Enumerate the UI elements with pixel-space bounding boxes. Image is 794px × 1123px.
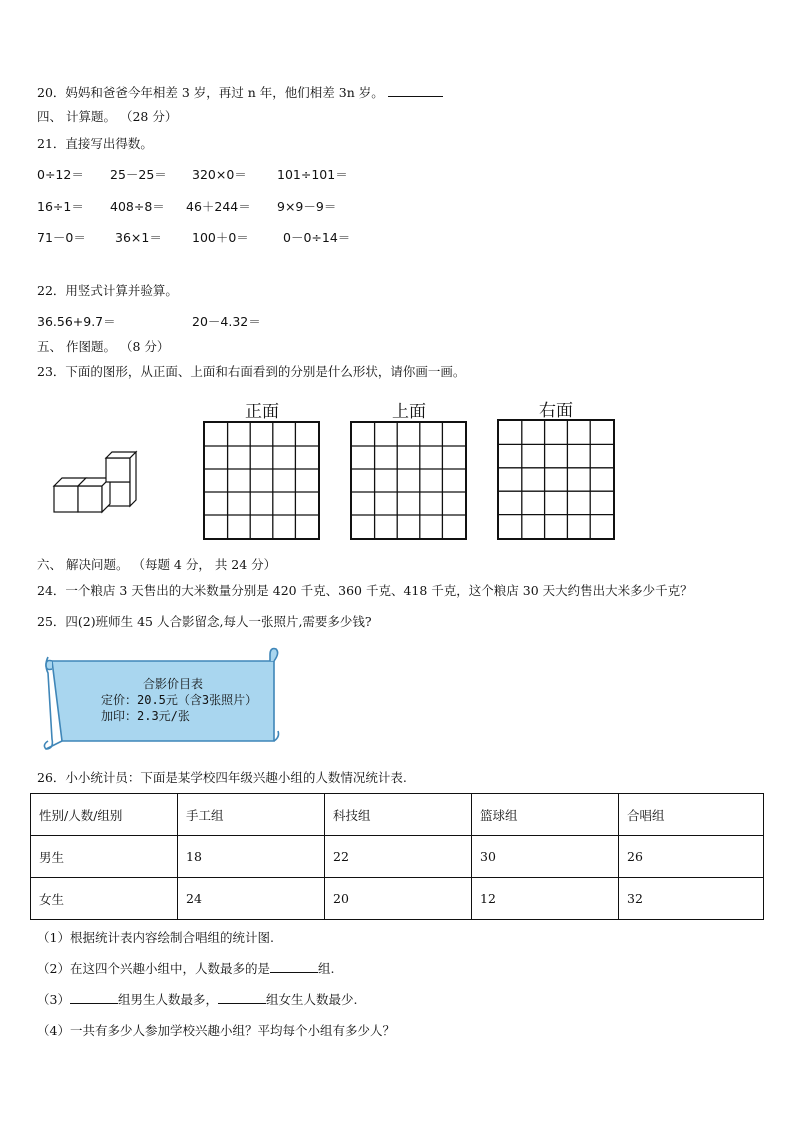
question-24-text: 24．一个粮店 3 天售出的大米数量分别是 420 千克、360 千克、418 千克，这个粮店 30 天大约售出大米多少千克？	[37, 583, 693, 598]
table-cell: 26	[619, 836, 764, 878]
q26-sub-2-text: （2）在这四个兴趣小组中，人数最多的是	[37, 961, 270, 976]
right-view-title: 右面	[539, 401, 573, 421]
price-list-title: 合影价目表	[143, 677, 204, 691]
table-header-cell: 手工组	[178, 794, 325, 836]
q26-sub-3	[37, 991, 357, 1008]
table-cell: 22	[325, 836, 472, 878]
cube-stack-figure	[50, 448, 140, 518]
price-list-line-1: 定价：20.5元（含3张照片）	[101, 693, 258, 707]
vertical-calc-item: 20－4.32＝	[192, 314, 261, 329]
calc-item: 25－25＝	[110, 167, 167, 182]
section-6-heading: 六、 解决问题。 （每题 4 分， 共 24 分）	[37, 557, 277, 572]
q26-sub-3-prefix: （3）	[37, 992, 70, 1007]
right-view-grid[interactable]	[497, 419, 615, 540]
table-cell: 32	[619, 878, 764, 920]
table-cell: 24	[178, 878, 325, 920]
table-row	[31, 878, 764, 920]
table-header-cell: 性别/人数/组别	[31, 794, 178, 836]
calc-item: 36×1＝	[115, 230, 162, 245]
top-view-title: 上面	[392, 402, 426, 422]
calc-item: 100＋0＝	[192, 230, 249, 245]
answer-blank[interactable]	[270, 960, 318, 973]
calc-item: 71－0＝	[37, 230, 86, 245]
table-header-cell: 科技组	[325, 794, 472, 836]
table-header-cell: 合唱组	[619, 794, 764, 836]
front-view-grid[interactable]	[203, 421, 320, 540]
table-row	[31, 836, 764, 878]
vertical-calc-item: 36.56+9.7＝	[37, 314, 116, 329]
calc-item: 16÷1＝	[37, 199, 84, 214]
table-cell: 男生	[31, 836, 178, 878]
question-22-text: 22．用竖式计算并验算。	[37, 283, 178, 298]
question-20	[37, 84, 443, 101]
q26-sub-3-mid: 组男生人数最多，	[117, 992, 218, 1007]
front-view-title: 正面	[245, 402, 279, 422]
answer-blank[interactable]	[218, 991, 266, 1004]
table-header-cell: 篮球组	[472, 794, 619, 836]
question-25-text: 25．四(2)班师生 45 人合影留念,每人一张照片,需要多少钱?	[37, 614, 372, 629]
calc-item: 9×9－9＝	[277, 199, 337, 214]
table-cell: 12	[472, 878, 619, 920]
section-5-heading: 五、 作图题。 （8 分）	[37, 339, 170, 354]
question-20-text: 20．妈妈和爸爸今年相差 3 岁，再过 n 年，他们相差 3n 岁。	[37, 85, 384, 100]
price-list-line-2: 加印：2.3元/张	[101, 709, 190, 723]
table-cell: 20	[325, 878, 472, 920]
table-cell: 18	[178, 836, 325, 878]
q26-sub-2	[37, 960, 334, 977]
top-view-grid[interactable]	[350, 421, 467, 540]
section-4-heading: 四、 计算题。 （28 分）	[37, 109, 178, 124]
table-header-row	[31, 794, 764, 836]
table-cell: 女生	[31, 878, 178, 920]
calc-item: 320×0＝	[192, 167, 247, 182]
q26-sub-3-tail: 组女生人数最少.	[265, 992, 358, 1007]
calc-item: 46＋244＝	[186, 199, 251, 214]
calc-item: 408÷8＝	[110, 199, 165, 214]
question-26-text: 26．小小统计员：下面是某学校四年级兴趣小组的人数情况统计表.	[37, 770, 407, 785]
calc-item: 0÷12＝	[37, 167, 84, 182]
answer-blank[interactable]	[388, 84, 443, 97]
q26-sub-1: （1）根据统计表内容绘制合唱组的统计图.	[37, 930, 274, 945]
question-23-text: 23．下面的图形，从正面、上面和右面看到的分别是什么形状，请你画一画。	[37, 364, 466, 379]
calc-item: 101÷101＝	[277, 167, 348, 182]
calc-item: 0－0÷14＝	[283, 230, 351, 245]
question-21-text: 21．直接写出得数。	[37, 136, 153, 151]
answer-blank[interactable]	[70, 991, 118, 1004]
table-cell: 30	[472, 836, 619, 878]
q26-sub-2-tail: 组.	[317, 961, 335, 976]
q26-sub-4: （4）一共有多少人参加学校兴趣小组？平均每个小组有多少人？	[37, 1023, 395, 1038]
interest-group-table	[30, 793, 764, 920]
